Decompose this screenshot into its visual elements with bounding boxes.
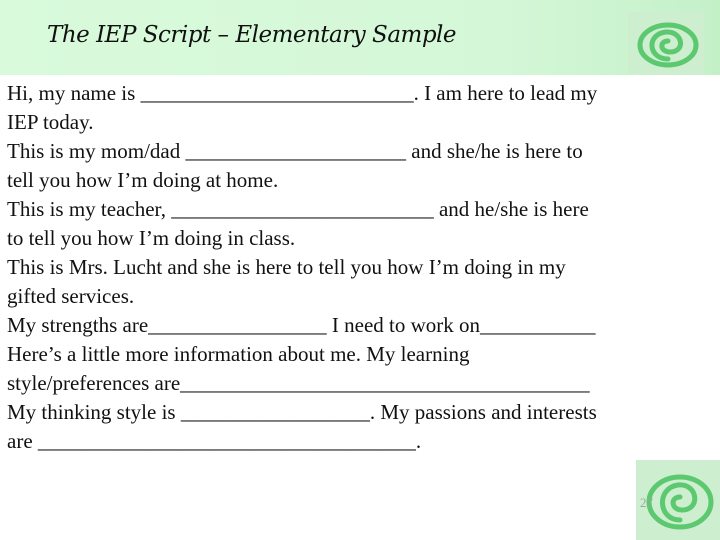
spiral-logo-top: [628, 12, 704, 74]
script-line: My thinking style is __________________. My passions and interests: [7, 400, 597, 424]
script-line: to tell you how I’m doing in class.: [7, 226, 296, 250]
script-line: This is my teacher, _________________________ and he/she is here: [7, 197, 589, 221]
script-line: gifted services.: [7, 284, 135, 308]
slide-title: The IEP Script – Elementary Sample: [47, 22, 457, 48]
page-number: 27: [640, 495, 653, 510]
script-line: style/preferences are_______________________________________: [7, 371, 590, 395]
spiral-icon: [628, 12, 704, 74]
script-line: tell you how I’m doing at home.: [7, 168, 279, 192]
script-line: IEP today.: [7, 110, 94, 134]
script-line: This is my mom/dad _____________________ and she/he is here to: [7, 139, 583, 163]
script-body: [7, 79, 697, 456]
title-bar: [0, 0, 720, 75]
script-line: This is Mrs. Lucht and she is here to tell you how I’m doing in my: [7, 255, 566, 279]
script-line: are ____________________________________.: [7, 429, 422, 453]
script-line: Here’s a little more information about me. My learning: [7, 342, 470, 366]
script-line: My strengths are_________________ I need to work on___________: [7, 313, 596, 337]
script-line: Hi, my name is __________________________. I am here to lead my: [7, 81, 598, 105]
